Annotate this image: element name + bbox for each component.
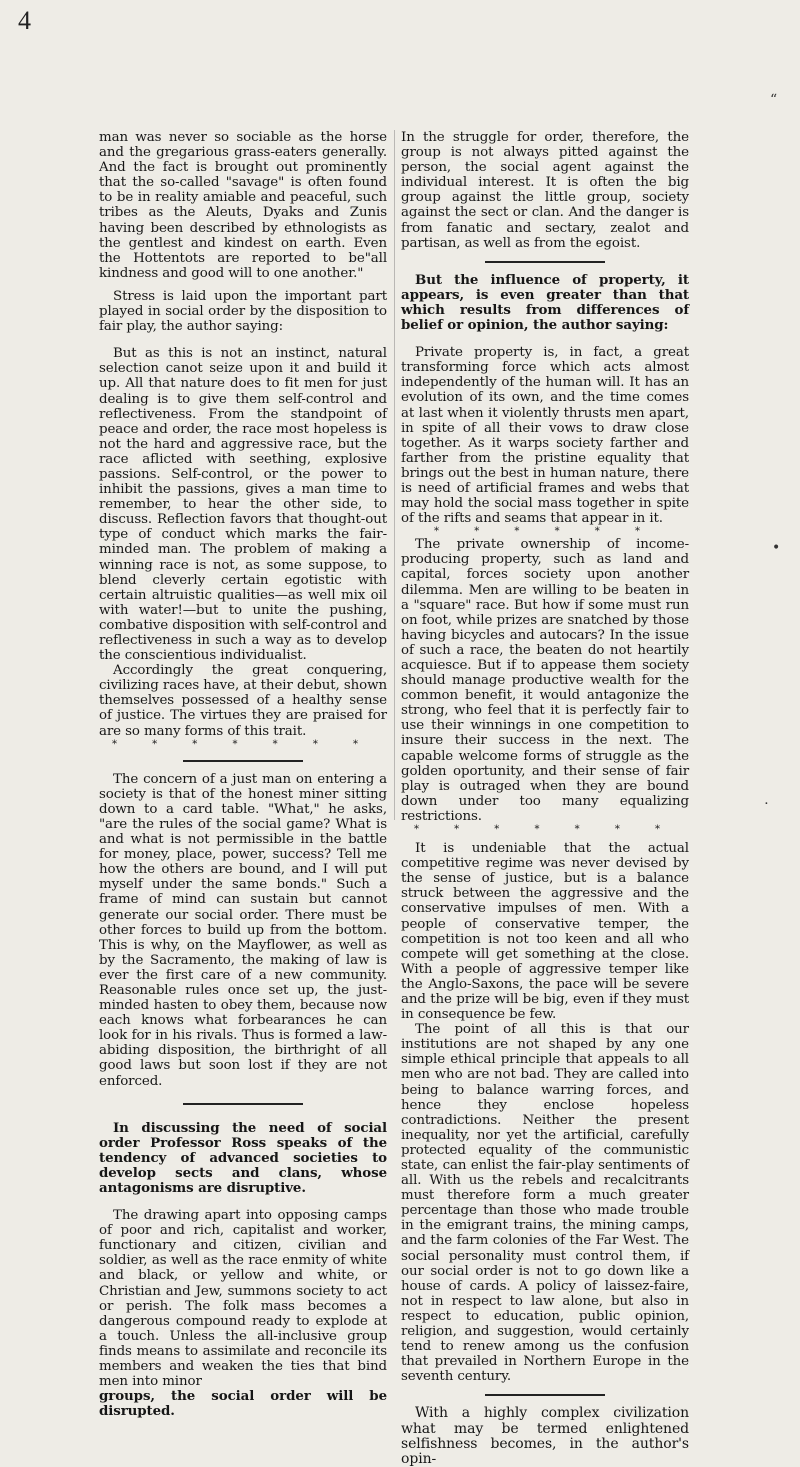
section-intro: But the influence of property, it appears, is even greater than that which results from differences of belief or opinion, the author saying: — [401, 271, 689, 334]
paragraph: The drawing apart into opposing camps of poor and rich, capitalist and worker, functionary and citizen, civilian and soldier, as well as the race enmity of white and black, or yellow and white, or Christian and Jew, summons society to act or perish. The folk mass becomes a dangerous compound ready to explode at a touch. Unless the all-inclusive group finds means to assimilate and reconcile its members and weaken the ties that bind men into minor — [99, 1208, 387, 1390]
paragraph: It is undeniable that the actual competitive regime was never devised by the sense of justice, but is a balance struck between the aggressive and the conservative impulses of men. With a people of conservative temper, the competition is not too keen and all who compete will get something at the close. With a people of aggressive temper like the Anglo-Saxons, the pace will be severe and the prize will be big, even if they must in consequence be few. — [401, 841, 689, 1023]
paragraph: The private ownership of income-producing property, such as land and capital, forces society upon another dilemma. Men are willing to be beaten in a "square" race. But how if some must run on foot, while prizes are snatched by those having bicycles and autocars? In the issue of such a race, the beaten do not heartily acquiesce. But if to appease them society should manage productive wealth for the common benefit, it would antagonize the strong, who feel that it is perfectly fair to use their winnings in one competition to insure their success in the next. The capable welcome forms of struggle as the golden oportunity, and their sense of fair play is outraged when they are bound down under too many equalizing restrictions. — [401, 537, 689, 824]
paragraph: The point of all this is that our institutions are not shaped by any one simple ethical principle that appeals to all men who are not bad. They are called into being to balance warring forces, and hence they enclose hopeless contradictions. Neither the present inequality, nor yet the artificial, carefully protected equality of the communistic state, can enlist the fair-play sentiments of all. With us the rebels and recalcitrants must therefore form a much greater percentage than those who made trouble in the emigrant trains, the mining camps, and the farm colonies of the Far West. The social personality must control them, if our social order is not to go down like a house of cards. A policy of laissez-faire, not in respect to law alone, but also in respect to education, public opinion, religion, and suggestion, would certainly tend to renew among us the confusion that prevailed in Northern Europe in the seventh century. — [401, 1022, 689, 1385]
paragraph: Accordingly the great conquering, civilizing races have, at their debut, shown themselves possessed of a healthy sense of justice. The virtues they are praised for are so many forms of this trait. — [99, 663, 387, 739]
section-intro: With a highly complex civilization what may be termed enlightened selfishness becomes, in the author's opin- — [401, 1405, 689, 1467]
page-number: 4 — [18, 6, 31, 35]
paragraph: The concern of a just man on entering a society is that of the honest miner sitting down to a card table. "What," he asks, "are the rules of the social game? What is and what is not permissible in the battle for money, place, power, success? Tell me how the others are bound, and I will put myself under the same bonds." Such a frame of mind can sustain but cannot generate our social order. There must be other forces to build up from the bottom. This is why, on the Mayflower, as well as by the Sacramento, the making of law is ever the first care of a new community. Reasonable rules once set up, the just-minded hasten to obey them, because now each knows what forbearances he can look for in his rivals. Thus is formed a law-abiding disposition, the birthright of all good laws but soon lost if they are not enforced. — [99, 771, 387, 1089]
paragraph: Private property is, in fact, a great transforming force which acts almost independently of the human will. It has an evolution of its own, and the time comes at last when it violently thrusts men apart, in spite of all their vows to draw close together. As it warps society farther and farther from the pristine equality that brings out the best in human nature, there is need of artificial frames and webs that may hold the social mass together in spite of the rifts and seams that appear in it. — [401, 345, 689, 527]
paragraph: But as this is not an instinct, natural selection canot seize upon it and build it up. All that nature does to fit men for just dealing is to give them self-control and reflectiveness. From the standpoint of peace and order, the race most hopeless is not the hard and aggressive race, but the race aflicted with seething, explosive passions. Self-control, or the power to inhibit the passions, gives a man time to remember, to hear the other side, to discuss. Reflection favors that thought-out type of conduct which marks the fair-minded man. The problem of making a winning race is not, as some suppose, to blend cleverly certain egotistic with certain altruistic qualities—as well mix oil with water!—but to unite the pushing, combative disposition with self-control and reflectiveness in such a way as to develop the conscientious individualist. — [99, 346, 387, 664]
margin-mark: • — [772, 540, 781, 556]
left-column — [99, 130, 387, 1419]
paragraph: man was never so sociable as the horse and the gregarious grass-eaters generally. And the fact is brought out prominently that the so-called "savage" is often found to be in reality amiable and peaceful, such tribes as the Aleuts, Dyaks and Zunis having been described by ethnologists as the gentlest and kindest on earth. Even the Hottentots are reported to be"all kindness and good will to one another." — [99, 130, 387, 281]
section-rule — [485, 1394, 605, 1396]
section-rule — [183, 1103, 303, 1105]
right-column — [401, 130, 689, 1467]
column-divider — [394, 130, 395, 820]
section-intro: Stress is laid upon the important part played in social order by the disposition to fair play, the author saying: — [99, 288, 387, 335]
section-intro: In discussing the need of social order Professor Ross speaks of the tendency of advanced societies to develop sects and clans, whose antagonisms are disruptive. — [99, 1119, 387, 1196]
section-stars: * * * * * * * — [111, 738, 375, 750]
section-rule — [485, 261, 605, 263]
section-stars: * * * * * * * — [413, 824, 677, 836]
margin-mark: ⋅ — [764, 796, 769, 812]
section-rule — [183, 760, 303, 762]
section-stars: * * * * * * — [434, 526, 656, 538]
margin-mark: “ — [770, 92, 778, 108]
paragraph-end: groups, the social order will be disrupted. — [99, 1388, 387, 1420]
paragraph: In the struggle for order, therefore, the group is not always pitted against the person, the social agent against the individual interest. It is often the big group against the little group, society against the sect or clan. And the danger is from fanatic and sectary, zealot and partisan, as well as from the egoist. — [401, 130, 689, 251]
